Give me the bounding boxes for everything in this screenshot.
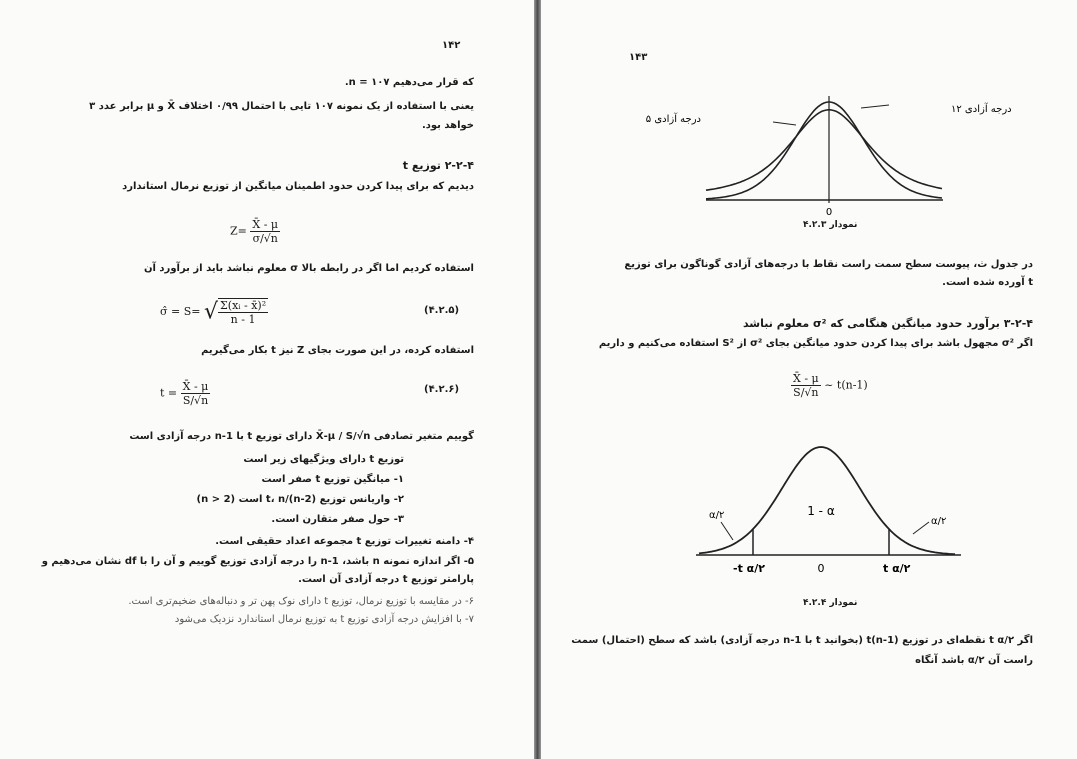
replace-paragraph: استفاده کرده، در این صورت بجای Z نیز t بکار می‌گیریم <box>201 345 474 356</box>
chart-confidence-interval <box>691 430 971 585</box>
z-formula-numerator: X̄ - μ <box>252 218 279 231</box>
property-item: ۳- حول صفر متقارن است. <box>271 514 404 525</box>
distribution-formula <box>791 372 868 399</box>
equation-number: (۴.۲.۶) <box>424 384 460 395</box>
section-text: اگر σ² مجهول باشد برای پیدا کردن حدود میانگین بجای σ² از S² استفاده می‌کنیم و داریم <box>598 338 1033 349</box>
intro-line: که قرار می‌دهیم ۱۰۷ = n. <box>344 77 474 88</box>
t-formula-denominator: S/√n <box>182 394 209 407</box>
page-gutter <box>534 0 541 759</box>
z-formula-lhs: Z= <box>230 224 247 238</box>
left-tail-pointer <box>721 522 733 540</box>
property-item: ۶- در مقایسه با توزیع نرمال، توزیع t دارای نوک پهن تر و دنباله‌های ضخیم‌تری است. <box>128 596 474 607</box>
z-formula <box>230 218 280 245</box>
dist-formula-fraction <box>791 372 821 399</box>
section-heading: ۲-۲-۴ توزیع t <box>402 159 474 172</box>
s-formula-lhs: σ̂ = S= <box>160 305 201 318</box>
properties-intro: توزیع t دارای ویژگیهای زیر است <box>243 454 404 465</box>
right-tail-pointer <box>913 522 929 534</box>
t-formula-fraction <box>181 380 211 407</box>
table-note: در جدول ث، پیوست سطح سمت راست نقاط با درجه‌های آزادی گوناگون برای توزیع <box>624 259 1033 270</box>
label-df-5: درجه آزادی ۵ <box>645 114 701 125</box>
z-formula-denominator: σ/√n <box>252 232 278 245</box>
chart-caption: نمودار ۴.۲.۴ <box>803 598 858 608</box>
t-formula-lhs: t = <box>160 386 178 400</box>
property-item: ۲- واریانس توزیع t، n/(n-2) است (n > 2) <box>196 494 404 505</box>
x-tick-zero: 0 <box>817 562 825 575</box>
dist-formula-denominator: S/√n <box>793 386 819 399</box>
section-heading: ۳-۲-۴ برآورد حدود میانگین هنگامی که σ² معلوم نباشد <box>742 317 1033 330</box>
page-number: ۱۴۲ <box>442 40 461 51</box>
label-df-12: درجه آزادی ۱۲ <box>951 104 1012 115</box>
right-page <box>541 0 1077 759</box>
property-item: ۷- با افزایش درجه آزادی توزیع t به توزیع نرمال استاندارد نزدیک می‌شود <box>174 614 474 625</box>
bell-curve <box>699 447 955 554</box>
t-formula-numerator: X̄ - μ <box>182 380 209 393</box>
x-tick-pos-t: t α/۲ <box>883 562 911 575</box>
curve-df-12 <box>706 102 942 199</box>
dist-formula-numerator: X̄ - μ <box>793 372 819 385</box>
intro-paragraph-end: خواهد بود. <box>421 120 474 131</box>
bottom-paragraph: اگر t α/۲ نقطه‌ای در توزیع t(n-1) (بخوانید t با n-1 درجه آزادی) باشد که سطح (احتمال) سمت <box>571 635 1033 646</box>
x-tick-neg-t: -t α/۲ <box>733 562 765 575</box>
left-tail-label: α/۲ <box>709 510 725 521</box>
pointer-df-12 <box>861 105 889 108</box>
right-tail-label: α/۲ <box>931 516 947 527</box>
x-tick-zero: 0 <box>825 207 833 218</box>
property-item: ۱- میانگین توزیع t صفر است <box>261 474 404 485</box>
s-formula-fraction <box>218 298 268 326</box>
sqrt-sign: √ <box>203 299 219 325</box>
section-text: دیدیم که برای پیدا کردن حدود اطمینان میانگین از توزیع نرمال استاندارد <box>122 181 474 192</box>
property-item: پارامتر توزیع t درجه آزادی آن است. <box>298 574 474 585</box>
equation-number: (۴.۲.۵) <box>424 305 460 316</box>
page-number: ۱۴۳ <box>629 52 648 63</box>
random-variable-line: گوییم متغیر تصادفی X̄-μ / S/√n دارای توزیع t با n-1 درجه آزادی است <box>129 431 474 442</box>
left-page <box>0 0 534 759</box>
bottom-paragraph-end: راست آن α/۲ باشد آنگاه <box>915 655 1033 666</box>
s-formula-denominator: n - 1 <box>230 313 256 326</box>
s-formula <box>160 298 268 326</box>
z-formula-fraction <box>250 218 280 245</box>
property-item: ۴- دامنه تغییرات توزیع t مجموعه اعداد حقیقی است. <box>215 536 474 547</box>
sigma-paragraph: استفاده کردیم اما اگر در رابطه بالا σ معلوم نباشد باید از برآورد آن <box>143 263 474 274</box>
table-note-end: t آورده شده است. <box>942 277 1033 288</box>
dist-formula-rhs: ~ t(n-1) <box>824 378 868 392</box>
pointer-df-5 <box>773 122 796 125</box>
curve-df-5 <box>706 110 942 190</box>
center-area-label: 1 - α <box>807 504 835 518</box>
t-formula <box>160 380 210 407</box>
property-item: ۵- اگر اندازه نمونه n باشد، n-1 را درجه آزادی توزیع گوییم و آن را با df نشان می‌دهیم و <box>41 556 474 567</box>
s-formula-numerator: Σ(xᵢ - x̄)² <box>220 299 267 312</box>
intro-paragraph: یعنی با استفاده از یک نمونه ۱۰۷ تایی با احتمال ۰/۹۹ اختلاف X̄ و μ برابر عدد ۳ <box>89 101 474 112</box>
chart-df-comparison <box>645 88 1012 218</box>
chart-caption: نمودار ۴.۲.۳ <box>803 220 858 230</box>
